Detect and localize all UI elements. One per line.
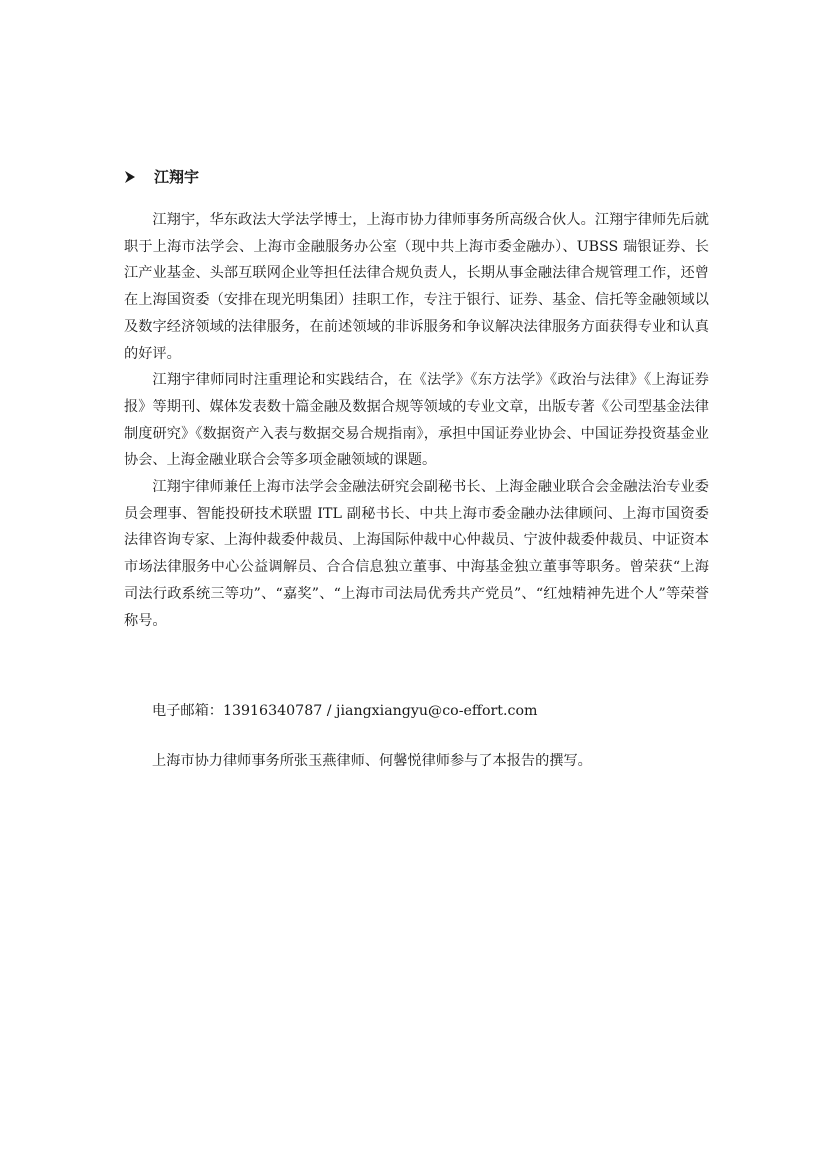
bio-paragraph-2: 江翔宇律师同时注重理论和实践结合，在《法学》《东方法学》《政治与法律》《上海证券报》等期刊、媒体发表数十篇金融及数据合规等领域的专业文章，出版专著《公司型基金法律制度研究》《数据资产入表与数据交易合规指南》，承担中国证券业协会、中国证券投资基金业协会、上海金融业联合会等多项金融领域的课题。 <box>124 372 709 469</box>
bio-paragraph-3: 江翔宇律师兼任上海市法学会金融法研究会副秘书长、上海金融业联合会金融法治专业委员会理事、智能投研技术联盟 ITL 副秘书长、中共上海市委金融办法律顾问、上海市国资委法律咨询专家、上海仲裁委仲裁员、上海国际仲裁中心仲裁员、宁波仲裁委仲裁员、中证资本市场法律服务中心公益调解员、合合信息独立董事、中海基金独立董事等职务。曾荣获“上海司法行政系统三等功”、“嘉奖”、“上海市司法局优秀共产党员”、“红烛精神先进个人”等荣誉称号。 <box>124 479 709 629</box>
email-label: 电子邮箱： <box>152 703 223 719</box>
contact-line <box>152 698 537 724</box>
email-value: 13916340787 / jiangxiangyu@co-effort.com <box>222 703 538 719</box>
person-name: 江翔宇 <box>154 168 200 186</box>
arrowhead-bullet-icon <box>124 170 136 184</box>
authorship-note: 上海市协力律师事务所张玉燕律师、何馨悦律师参与了本报告的撰写。 <box>152 753 592 769</box>
bio-paragraph-1: 江翔宇，华东政法大学法学博士，上海市协力律师事务所高级合伙人。江翔宇律师先后就职于上海市法学会、上海市金融服务办公室（现中共上海市委金融办）、UBSS 瑞银证券、长江产业基金、头部互联网企业等担任法律合规负责人，长期从事金融法律合规管理工作，还曾在上海国资委（安排在现光明集团）挂职工作，专注于银行、证券、基金、信托等金融领域以及数字经济领域的法律服务，在前述领域的非诉服务和争议解决法律服务方面获得专业和认真的好评。 <box>124 212 709 362</box>
biography <box>124 207 709 634</box>
section-heading <box>124 166 199 187</box>
